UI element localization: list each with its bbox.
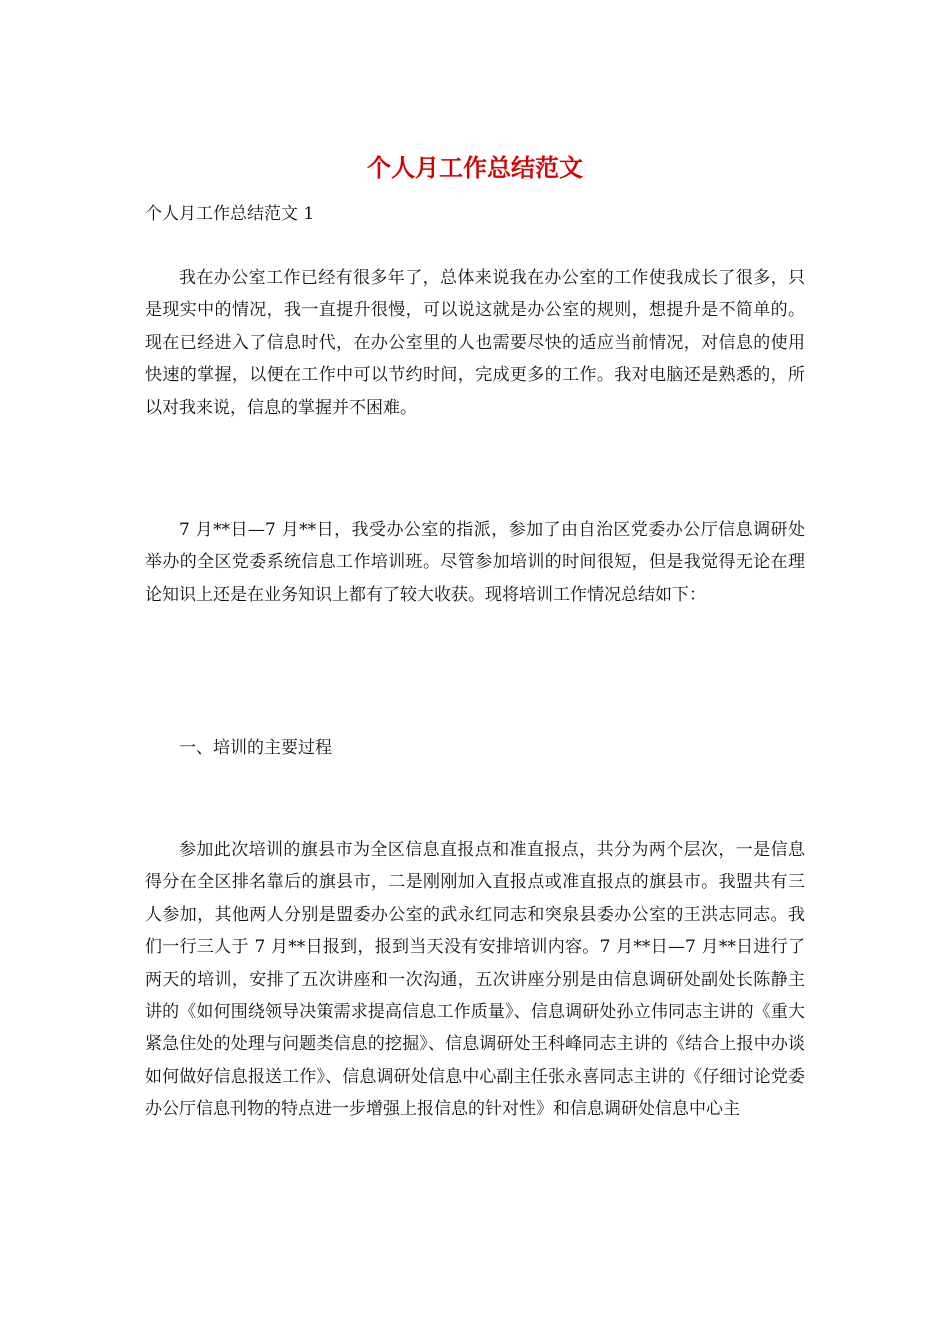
document-title: 个人月工作总结范文 <box>367 153 583 182</box>
paragraph-intro: 我在办公室工作已经有很多年了，总体来说我在办公室的工作使我成长了很多，只是现实中的情况，我一直提升很慢，可以说这就是办公室的规则，想提升是不简单的。现在已经进入了信息时代，在办公室里的人也需要尽快的适应当前情况，对信息的使用快速的掌握，以便在工作中可以节约时间，完成更多的工作。我对电脑还是熟悉的，所以对我来说，信息的掌握并不困难。 <box>145 268 805 418</box>
section-heading: 个人月工作总结范文 1 <box>145 204 315 224</box>
paragraph-training-assignment: 7 月**日—7 月**日，我受办公室的指派，参加了由自治区党委办公厅信息调研处举办的全区党委系统信息工作培训班。尽管参加培训的时间很短，但是我觉得无论在理论知识上还是在业务知识上都有了较大收获。现将培训工作情况总结如下： <box>145 520 805 605</box>
paragraph-training-details: 参加此次培训的旗县市为全区信息直报点和准直报点，共分为两个层次，一是信息得分在全区排名靠后的旗县市，二是刚刚加入直报点或准直报点的旗县市。我盟共有三人参加，其他两人分别是盟委办公室的武永红同志和突泉县委办公室的王洪志同志。我们一行三人于 7 月**日报到，报到当天没有安排培训内容。7 月**日—7 月**日进行了两天的培训，安排了五次讲座和一次沟通，五次讲座分别是由信息调研处副处长陈静主讲的《如何围绕领导决策需求提高信息工作质量》、信息调研处孙立伟同志主讲的《重大紧急住处的处理与问题类信息的挖掘》、信息调研处王科峰同志主讲的《结合上报中办谈如何做好信息报送工作》、信息调研处信息中心副主任张永喜同志主讲的《仔细讨论党委办公厅信息刊物的特点进一步增强上报信息的针对性》和信息调研处信息中心主 <box>145 840 805 1120</box>
section-heading-training-process: 一、培训的主要过程 <box>179 738 332 758</box>
